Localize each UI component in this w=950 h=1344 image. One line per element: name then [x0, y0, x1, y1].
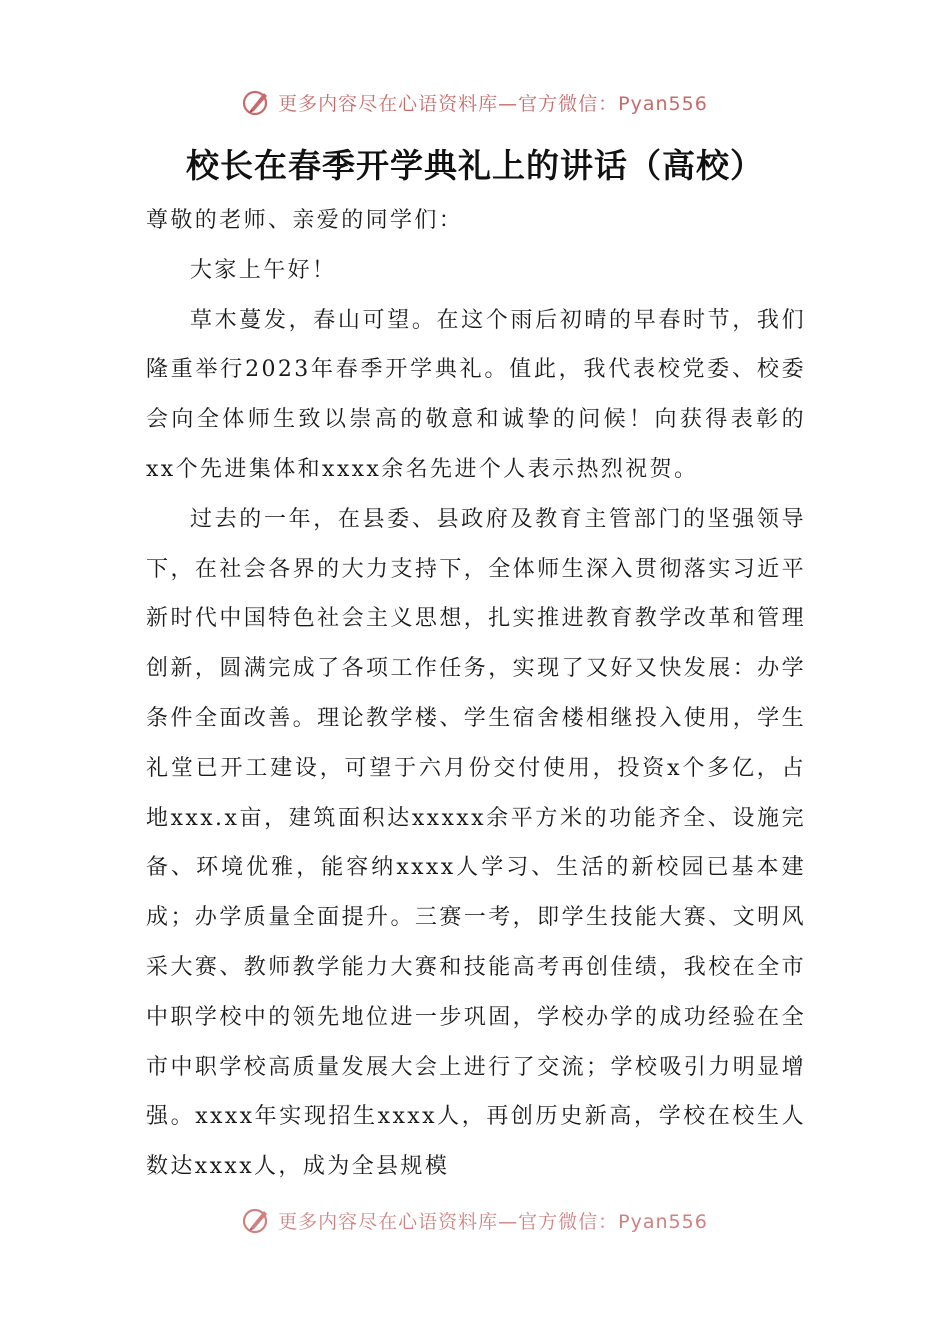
paragraph-review: 过去的一年，在县委、县政府及教育主管部门的坚强领导下，在社会各界的大力支持下，全体师生深入贯彻落实习近平新时代中国特色社会主义思想，扎实推进教育教学改革和管理创新，圆满完成了各项工作任务，实现了又好又快发展：办学条件全面改善。理论教学楼、学生宿舍楼相继投入使用，学生礼堂已开工建设，可望于六月份交付使用，投资x个多亿，占地xxx.x亩，建筑面积达xxxxx余平方米的功能齐全、设施完备、环境优雅，能容纳xxxx人学习、生活的新校园已基本建成；办学质量全面提升。三赛一考，即学生技能大赛、文明风采大赛、教师教学能力大赛和技能高考再创佳绩，我校在全市中职学校中的领先地位进一步巩固，学校办学的成功经验在全市中职学校高质量发展大会上进行了交流；学校吸引力明显增强。xxxx年实现招生xxxx人，再创历史新高，学校在校生人数达xxxx人，成为全县规模 — [146, 506, 806, 1180]
salutation: 尊敬的老师、亲爱的同学们： — [146, 208, 464, 233]
footer-watermark — [0, 1200, 950, 1240]
paragraph-greeting: 大家上午好！ — [190, 257, 337, 283]
paragraph-opening: 草木蔓发，春山可望。在这个雨后初晴的早春时节，我们隆重举行2023年春季开学典礼。值此，我代表校党委、校委会向全体师生致以崇高的敬意和诚挚的问候！向获得表彰的xx个先进集体和xxxx余名先进个人表示热烈祝贺。 — [146, 307, 806, 482]
header-watermark — [0, 82, 950, 122]
document-body — [146, 196, 806, 1192]
pen-nib-circle-icon — [242, 1205, 272, 1235]
document-title: 校长在春季开学典礼上的讲话（高校） — [186, 146, 764, 185]
pen-nib-circle-icon — [242, 87, 272, 117]
watermark-text: 更多内容尽在心语资料库—官方微信：Pyan556 — [278, 92, 708, 115]
watermark-text: 更多内容尽在心语资料库—官方微信：Pyan556 — [278, 1210, 708, 1233]
